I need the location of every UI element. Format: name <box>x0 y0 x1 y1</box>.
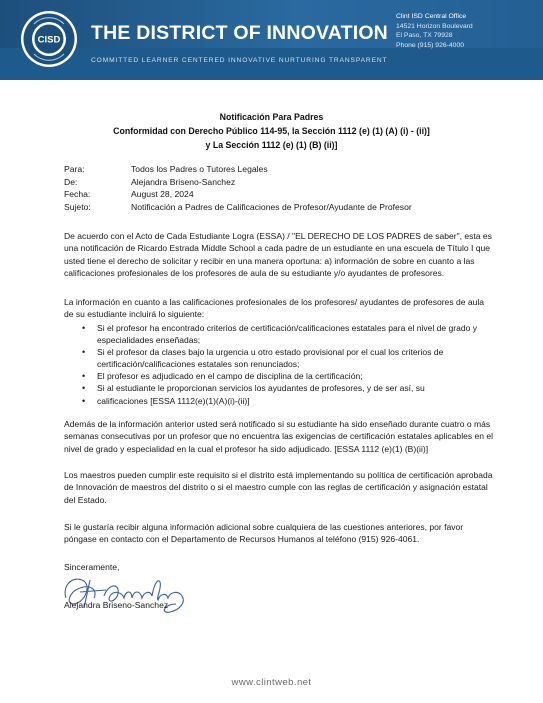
district-values: COMMITTED LEARNER CENTERED INNOVATIVE NURTURING TRANSPARENT <box>91 57 388 64</box>
closing-salutation: Sinceramente, <box>64 562 120 572</box>
memo-from-value: Alejandra Briseno-Sanchez <box>131 176 236 187</box>
seal-label: CISD <box>37 34 61 46</box>
list-item: • Si al estudiante le proporcionan servicios los ayudantes de profesores, y de ser así, su <box>82 382 492 394</box>
memo-subject-label: Sujeto: <box>64 201 91 212</box>
memo-to-label: Para: <box>64 164 85 174</box>
memo-header <box>64 163 412 213</box>
office-phone: Phone (915) 926-4000 <box>396 41 465 49</box>
letterhead-banner <box>0 0 543 80</box>
list-item: • Si el profesor da clases bajo la urgencia u otro estado provisional por el cual los criterios de certificación/calificaciones estatales son renunciados; <box>82 346 492 370</box>
memo-date-label: Fecha: <box>64 189 91 200</box>
notice-law-line2: y La Sección 1112 (e) (1) (B) (ii)] <box>205 140 338 150</box>
body-paragraph-3: Además de la información anterior usted será notificado si su estudiante ha sido enseñado durante cuatro o más semanas consecutivas por un profesor que no encuentra las exigencias de certificación estatales aplicables en el nivel de grado y especialidad en la cual el profesor ha sido adjudicado. [ESSA 1112 (e)(1) (B)(ii)] <box>64 419 494 454</box>
office-address <box>396 12 473 50</box>
memo-date-row <box>64 188 412 201</box>
body-paragraph-5: Si le gustaría recibir alguna información adicional sobre cualquiera de las cuestiones anteriores, por favor póngase en contacto con el Departamento de Recursos Humanos al teléfono (915) 926-4061. <box>64 522 464 545</box>
district-title: THE DISTRICT OF INNOVATION <box>91 22 388 44</box>
footer-website: www.clintweb.net <box>231 677 312 688</box>
memo-to-row <box>64 163 412 176</box>
list-item: • Si el profesor ha encontrado criterios de certificación/calificaciones estatales para el nivel de grado y especialidades enseñadas; <box>82 322 492 346</box>
memo-from-label: De: <box>64 176 78 187</box>
memo-subject-value: Notificación a Padres de Calificaciones de Profesor/Ayudante de Profesor <box>131 201 412 212</box>
body-paragraph-1: De acuerdo con el Acto de Cada Estudiante Logra (ESSA) / "EL DERECHO DE LOS PADRES de saber", esta es una notificación de Ricardo Estrada Middle School a cada padre de un estudiante en una escuela de Título I que usted tiene el derecho de solicitar y recibir en una manera oportuna: a) información de sobre en cuanto a las calificaciones profesionales de los profesores de aula de su estudiante y/o ayudantes de profesores. <box>64 231 492 278</box>
list-item: • calificaciones [ESSA 1112(e)(1)(A)(i)-(ii)] <box>82 395 492 407</box>
memo-from-row <box>64 176 412 189</box>
notice-law-line1: Conformidad con Derecho Público 114-95, la Sección 1112 (e) (1) (A) (i) - (ii)] <box>113 126 430 136</box>
office-address-line1: 14521 Horizon Boulevard <box>396 22 473 30</box>
body-paragraph-4: Los maestros pueden cumplir este requisito si el distrito está implementando su política de certificación aprobada de Innovación de maestros del distrito o si el maestro cumple con las reglas de certificación y asignación estatal del Estado. <box>64 470 493 505</box>
memo-subject-row <box>64 201 412 214</box>
body-paragraph-2: La información en cuanto a las calificaciones profesionales de los profesores/ ayudantes de profesores de aula de su estudiante incluirá lo siguiente: <box>64 297 485 320</box>
notice-title: Notificación Para Padres <box>219 112 324 122</box>
memo-date-value: August 28, 2024 <box>131 189 194 200</box>
office-address-line2: El Paso, TX 79928 <box>396 32 453 40</box>
qualification-list <box>82 322 492 407</box>
signer-name: Alejandra Briseno-Sanchez <box>64 600 169 610</box>
memo-to-value: Todos los Padres o Tutores Legales <box>131 164 268 174</box>
list-item: • El profesor es adjudicado en el campo de disciplina de la certificación; <box>82 370 492 382</box>
office-name: Clint ISD Central Office <box>396 13 467 20</box>
district-seal-icon <box>20 10 78 68</box>
